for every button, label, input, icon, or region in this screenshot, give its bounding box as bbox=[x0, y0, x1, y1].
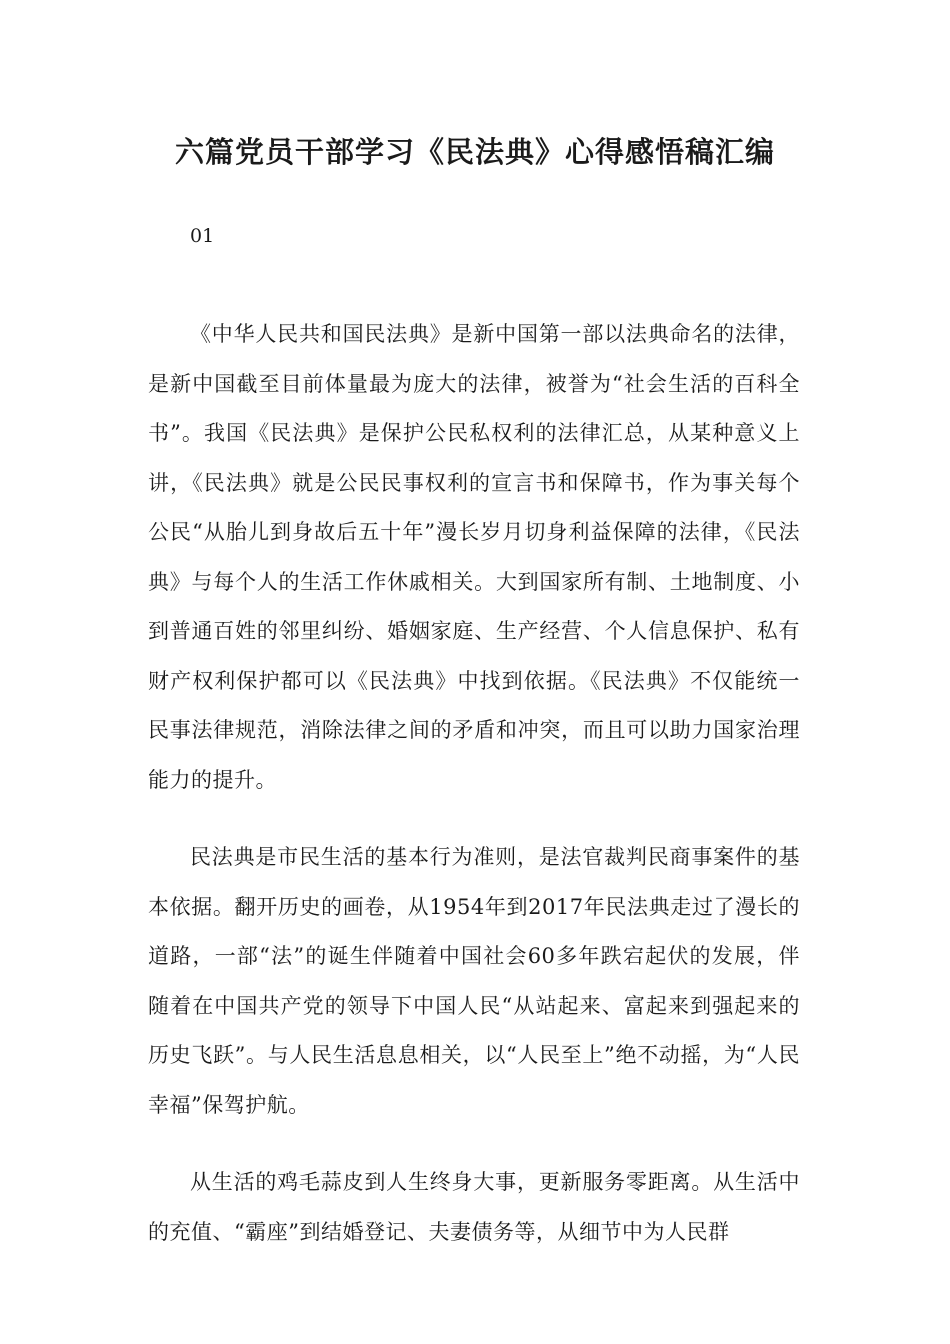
paragraph: 民法典是市民生活的基本行为准则，是法官裁判民商事案件的基本依据。翻开历史的画卷，从1954年到2017年民法典走过了漫长的道路，一部“法”的诞生伴随着中国社会60多年跌宕起伏的发展，伴随着在中国共产党的领导下中国人民“从站起来、富起来到强起来的历史飞跃”。与人民生活息息相关，以“人民至上”绝不动摇，为“人民幸福”保驾护航。 bbox=[148, 845, 800, 1117]
section-number: 01 bbox=[190, 225, 215, 247]
paragraph: 《中华人民共和国民法典》是新中国第一部以法典命名的法律，是新中国截至目前体量最为庞大的法律，被誉为“社会生活的百科全书”。我国《民法典》是保护公民私权利的法律汇总，从某种意义上讲，《民法典》就是公民民事权利的宣言书和保障书，作为事关每个公民“从胎儿到身故后五十年”漫长岁月切身利益保障的法律，《民法典》与每个人的生活工作休戚相关。大到国家所有制、土地制度、小到普通百姓的邻里纠纷、婚姻家庭、生产经营、个人信息保护、私有财产权利保护都可以《民法典》中找到依据。《民法典》不仅能统一民事法律规范，消除法律之间的矛盾和冲突，而且可以助力国家治理能力的提升。 bbox=[148, 322, 800, 792]
document-body bbox=[148, 310, 800, 1285]
document-title: 六篇党员干部学习《民法典》心得感悟稿汇编 bbox=[174, 135, 775, 169]
paragraph: 从生活的鸡毛蒜皮到人生终身大事，更新服务零距离。从生活中的充值、“霸座”到结婚登记、夫妻债务等，从细节中为人民群 bbox=[148, 1170, 800, 1244]
